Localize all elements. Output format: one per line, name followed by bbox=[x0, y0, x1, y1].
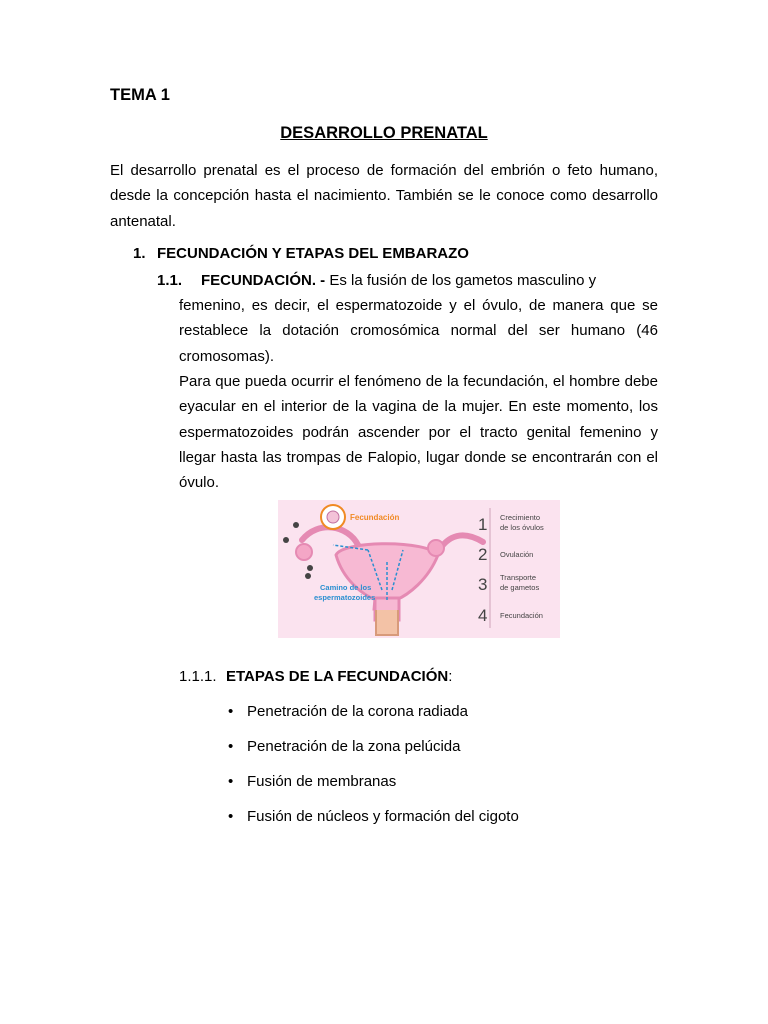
section-1-1-text: Es la fusión de los gametos masculino y bbox=[325, 272, 597, 289]
section-1-1-1-heading bbox=[179, 668, 452, 685]
list-item-text: Penetración de la corona radiada bbox=[247, 703, 468, 720]
list-item bbox=[228, 808, 519, 843]
document-title: DESARROLLO PRENATAL bbox=[280, 124, 488, 142]
fecundation-illustration bbox=[278, 500, 560, 638]
list-item-text: Penetración de la zona pelúcida bbox=[247, 738, 461, 755]
section-1-1-1-label: ETAPAS DE LA FECUNDACIÓN bbox=[226, 668, 449, 685]
figure-title: Fecundación bbox=[350, 513, 400, 522]
section-1-1-1-number: 1.1.1. bbox=[179, 668, 217, 685]
section-1-heading bbox=[133, 245, 469, 262]
list-item bbox=[228, 773, 519, 808]
section-1-1-1-suffix: : bbox=[448, 668, 453, 685]
bullet-icon: • bbox=[228, 773, 234, 790]
penis-shape bbox=[376, 610, 398, 635]
topic-number: TEMA 1 bbox=[110, 86, 170, 104]
step-2-number: 2 bbox=[478, 545, 488, 564]
fecundation-diagram bbox=[278, 500, 560, 638]
list-item-text: Fusión de núcleos y formación del cigoto bbox=[247, 808, 519, 825]
step-4-line-1: Fecundación bbox=[500, 611, 543, 620]
step-1-line-2: de los óvulos bbox=[500, 523, 544, 532]
bullet-icon: • bbox=[228, 703, 234, 720]
fecundation-stages-list bbox=[228, 703, 519, 843]
step-1-line-1: Crecimiento bbox=[500, 513, 541, 522]
step-3-number: 3 bbox=[478, 575, 488, 594]
marker-3 bbox=[283, 537, 289, 543]
step-3-line-2: de gametos bbox=[500, 583, 540, 592]
list-item-text: Fusión de membranas bbox=[247, 773, 397, 790]
step-2-line-1: Ovulación bbox=[500, 550, 534, 559]
path-label-line-1: Camino de los bbox=[320, 583, 372, 592]
step-1-number: 1 bbox=[478, 515, 488, 534]
section-1-1-continuation: femenino, es decir, el espermatozoide y el óvulo, de manera que se restablece la dotación cromosómica normal del ser humano (46 cromosomas). bbox=[179, 297, 658, 365]
section-1-1-label: FECUNDACIÓN. - bbox=[201, 272, 326, 289]
ovum-icon bbox=[327, 511, 339, 523]
section-1-1-paragraph-2: Para que pueda ocurrir el fenómeno de la fecundación, el hombre debe eyacular en el interior de la vagina de la mujer. En este momento, los espermatozoides podrán ascender por el tracto genital femenino y llegar hasta las trompas de Falopio, lugar donde se encontrarán con el óvulo. bbox=[179, 373, 658, 492]
list-item bbox=[228, 738, 519, 773]
marker-1 bbox=[305, 573, 311, 579]
intro-paragraph: El desarrollo prenatal es el proceso de formación del embrión o feto humano, desde la concepción hasta el nacimiento. También se le conoce como desarrollo antenatal. bbox=[110, 162, 658, 230]
marker-4 bbox=[293, 522, 299, 528]
section-1-number: 1. bbox=[133, 245, 146, 262]
section-1-1-heading bbox=[157, 268, 658, 293]
ovary-right bbox=[428, 540, 444, 556]
marker-2 bbox=[307, 565, 313, 571]
step-3-line-1: Transporte bbox=[500, 573, 536, 582]
bullet-icon: • bbox=[228, 738, 234, 755]
list-item bbox=[228, 703, 519, 738]
section-1-title: FECUNDACIÓN Y ETAPAS DEL EMBARAZO bbox=[157, 245, 469, 262]
path-label-line-2: espermatozoides bbox=[314, 593, 376, 602]
step-4-number: 4 bbox=[478, 606, 488, 625]
ovary-left bbox=[296, 544, 312, 560]
bullet-icon: • bbox=[228, 808, 234, 825]
section-1-1-number: 1.1. bbox=[157, 272, 183, 289]
